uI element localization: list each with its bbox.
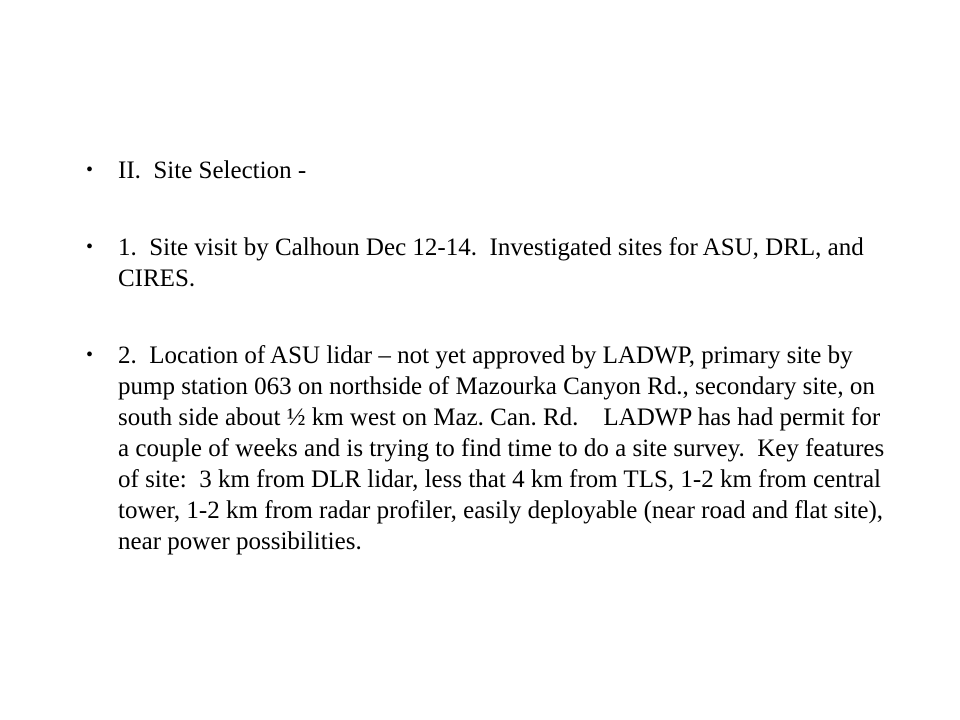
- bullet-text: 1. Site visit by Calhoun Dec 12-14. Investigated sites for ASU, DRL, and CIRES.: [118, 234, 871, 292]
- bullet-icon: •: [86, 344, 94, 366]
- bullet-list: [86, 155, 891, 557]
- bullet-icon: •: [86, 159, 94, 181]
- bullet-item-lidar-location: [86, 340, 891, 557]
- bullet-item-site-visit: [86, 232, 886, 294]
- bullet-text: II. Site Selection -: [118, 157, 307, 184]
- bullet-item-site-selection: [86, 155, 886, 186]
- bullet-text: 2. Location of ASU lidar – not yet approved by LADWP, primary site by pump station 063 on northside of Mazourka Canyon Rd., secondary site, on south side about ½ km west on Maz. Can. Rd. LADWP has had permit for a couple of weeks and is trying to find time to do a site survey. Key features of site: 3 km from DLR lidar, less that 4 km from TLS, 1-2 km from central tower, 1-2 km from radar profiler, easily deployable (near road and flat site), near power possibilities.: [118, 342, 891, 555]
- bullet-icon: •: [86, 236, 94, 258]
